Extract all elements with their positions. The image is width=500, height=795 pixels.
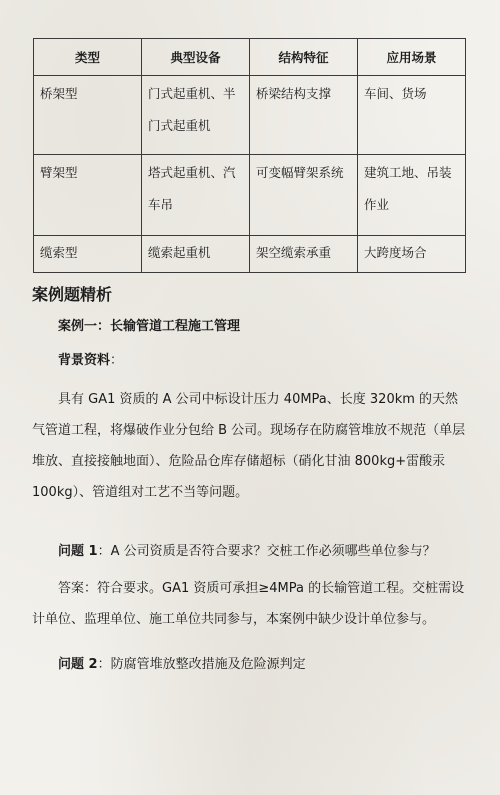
table-row	[34, 236, 466, 273]
table-header-row	[34, 39, 466, 76]
question-2	[32, 651, 468, 679]
background-paragraph: 具有 GA1 资质的 A 公司中标设计压力 40MPa、长度 320km 的天然气管道工程，将爆破作业分包给 B 公司。现场存在防腐管堆放不规范（单层堆放、直接接触地面）、危险品仓库存储超标（硝化甘油 800kg+雷酸汞 100kg）、管道组对工艺不当等问题。	[32, 392, 466, 500]
table-header: 典型设备	[142, 39, 250, 76]
case-title: 案例一：长输管道工程施工管理	[58, 319, 241, 334]
table-cell: 门式起重机、半门式起重机	[142, 76, 250, 155]
table-cell: 可变幅臂架系统	[250, 155, 358, 236]
background-colon: ：	[110, 353, 124, 368]
question-1-text: ：A 公司资质是否符合要求？交桩工作必须哪些单位参与？	[97, 544, 436, 559]
table-cell: 建筑工地、吊装作业	[358, 155, 466, 236]
table-cell: 塔式起重机、汽车吊	[142, 155, 250, 236]
table-header: 应用场景	[358, 39, 466, 76]
table-cell: 架空缆索承重	[250, 236, 358, 273]
table-cell: 缆索型	[34, 236, 142, 273]
question-1	[32, 538, 468, 566]
table-cell: 大跨度场合	[358, 236, 466, 273]
question-2-label: 问题 2	[58, 657, 98, 672]
table-row	[34, 76, 466, 155]
question-1-label: 问题 1	[58, 544, 98, 559]
background-heading	[32, 347, 468, 375]
background-label: 背景资料	[58, 353, 111, 368]
crane-type-table	[33, 38, 466, 273]
table-cell: 桥架型	[34, 76, 142, 155]
table-row	[34, 155, 466, 236]
section-title: 案例题精析	[32, 285, 113, 304]
table-cell: 缆索起重机	[142, 236, 250, 273]
table-cell: 臂架型	[34, 155, 142, 236]
table-cell: 桥梁结构支撑	[250, 76, 358, 155]
table-cell: 车间、货场	[358, 76, 466, 155]
answer-1: 答案：符合要求。GA1 资质可承担≥4MPa 的长输管道工程。交桩需设计单位、监理单位、施工单位共同参与，本案例中缺少设计单位参与。	[32, 581, 465, 627]
table-header: 类型	[34, 39, 142, 76]
question-2-text: ：防腐管堆放整改措施及危险源判定	[97, 657, 306, 672]
table-header: 结构特征	[250, 39, 358, 76]
